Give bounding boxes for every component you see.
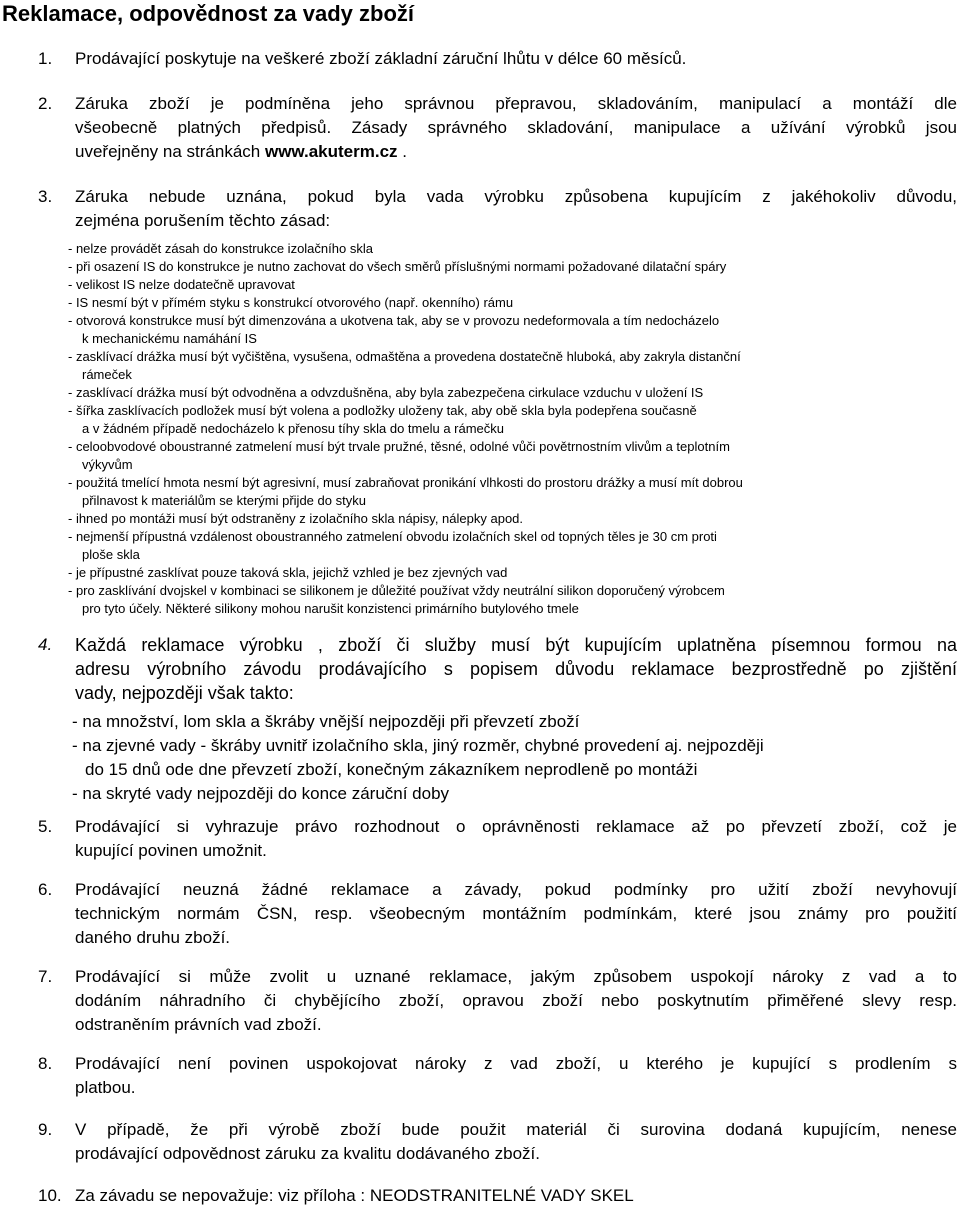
list-item-text: - na množství, lom skla a škráby vnější nejpozději při převzetí zboží [72, 712, 580, 731]
list-item [68, 384, 956, 402]
section-3 [0, 185, 960, 233]
text-line: Záruka nebude uznána, pokud byla vada výrobku způsobena kupujícím z jakéhokoliv důvodu, [75, 187, 957, 206]
text-fragment: . [397, 142, 408, 161]
section-number: 3. [38, 187, 53, 206]
list-item [68, 438, 956, 474]
section-1 [0, 47, 960, 71]
list-item-continuation: k mechanickému namáhání IS [82, 331, 257, 346]
list-item-text: - ihned po montáži musí být odstraněny z izolačního skla nápisy, nálepky apod. [68, 511, 524, 526]
list-item [68, 564, 956, 582]
text-line: zejména porušením těchto zásad: [75, 211, 331, 230]
list-item [68, 294, 956, 312]
section-number: 7. [38, 967, 53, 986]
text-line: vady, nejpozději však takto: [75, 683, 294, 703]
section-number: 9. [38, 1120, 53, 1139]
list-item [68, 474, 956, 510]
text-line: Prodávající si může zvolit u uznané reklamace, jakým způsobem uspokojí nároky z vad a to [75, 967, 957, 986]
text-line: Prodávající neuzná žádné reklamace a závady, pokud podmínky pro užití zboží nevyhovují [75, 880, 957, 899]
list-item [68, 348, 956, 384]
list-item [68, 528, 956, 564]
list-item-text: - IS nesmí být v přímém styku s konstrukcí otvorového (např. okenního) rámu [68, 295, 514, 310]
list-item-text: - použitá tmelící hmota nesmí být agresivní, musí zabraňovat pronikání vlhkosti do prostoru drážky a musí mít dobrou [68, 475, 743, 490]
list-item-text: - nejmenší přípustná vzdálenost oboustranného zatmelení obvodu izolačních skel od topných těles je 30 cm proti [68, 529, 717, 544]
section-8 [0, 1052, 960, 1100]
list-item [68, 258, 956, 276]
text-line: Záruka zboží je podmíněna jeho správnou přepravou, skladováním, manipulací a montáží dle [75, 94, 957, 113]
list-item-text: - šířka zasklívacích podložek musí být volena a podložky uloženy tak, aby obě skla byla podepřena současně [68, 403, 697, 418]
section-text [75, 1184, 957, 1208]
section-number: 1. [38, 49, 53, 68]
list-item-text: - na zjevné vady - škráby uvnitř izolačního skla, jiný rozměr, chybné provedení aj. nejpozději [72, 736, 764, 755]
section-text [75, 815, 957, 863]
text-line: adresu výrobního závodu prodávajícího s popisem důvodu reklamace bezprostředně po zjištění [75, 659, 957, 679]
list-item-continuation: pro tyto účely. Některé silikony mohou narušit konzistenci primárního butylového tmele [82, 601, 579, 616]
section-text [75, 47, 957, 71]
list-item [68, 510, 956, 528]
list-item-text: - zasklívací drážka musí být vyčištěna, vysušena, odmaštěna a provedena dostatečně hluboká, aby zakryla distanční [68, 349, 741, 364]
list-item-text: - na skryté vady nejpozději do konce záruční doby [72, 784, 450, 803]
list-item-continuation: do 15 dnů ode dne převzetí zboží, konečným zákazníkem neprodleně po montáži [85, 760, 698, 779]
list-item-text: - pro zasklívání dvojskel v kombinaci se silikonem je důležité používat vždy neutrální silikon doporučený výrobcem [68, 583, 725, 598]
section-number: 4. [38, 635, 53, 654]
section-text [75, 878, 957, 950]
text-line: dodáním náhradního či chybějícího zboží, opravou zboží nebo poskytnutím přiměřené slevy resp. [75, 991, 957, 1010]
text-line [75, 140, 957, 164]
section-text [75, 92, 957, 164]
list-item-text: - celoobvodové oboustranné zatmelení musí být trvale pružné, těsné, odolné vůči povětrnostním vlivům a teplotním [68, 439, 730, 454]
page-title: Reklamace, odpovědnost za vady zboží [2, 1, 415, 26]
list-item [68, 582, 956, 618]
section-10 [0, 1184, 960, 1208]
list-item [72, 710, 960, 734]
list-item [68, 240, 956, 258]
list-item-continuation: přilnavost k materiálům se kterými přijde do styku [82, 493, 366, 508]
list-item [68, 312, 956, 348]
section-number: 8. [38, 1054, 53, 1073]
list-item [68, 402, 956, 438]
text-line: technickým normám ČSN, resp. všeobecným montážním podmínkám, které jsou známy pro použití [75, 904, 957, 923]
list-item-text: - je přípustné zasklívat pouze taková skla, jejichž vzhled je bez zjevných vad [68, 565, 508, 580]
text-line: Každá reklamace výrobku , zboží či služby musí být kupujícím uplatněna písemnou formou na [75, 635, 957, 655]
conditions-list [68, 240, 956, 618]
section-text [75, 1052, 957, 1100]
list-item-text: - při osazení IS do konstrukce je nutno zachovat do všech směrů příslušnými normami požadované dilatační spáry [68, 259, 727, 274]
section-7 [0, 965, 960, 1037]
section-text [75, 965, 957, 1037]
section-number: 2. [38, 94, 53, 113]
list-item-text: - zasklívací drážka musí být odvodněna a odvzdušněna, aby byla zabezpečena cirkulace vzduchu v uložení IS [68, 385, 704, 400]
text-line: prodávající odpovědnost záruku za kvalitu dodávaného zboží. [75, 1144, 540, 1163]
list-item-text: - otvorová konstrukce musí být dimenzována a ukotvena tak, aby se v provozu nedeformovala a tím nedocházelo [68, 313, 720, 328]
text-line: Za závadu se nepovažuje: viz příloha : NEODSTRANITELNÉ VADY SKEL [75, 1186, 634, 1205]
section-number: 6. [38, 880, 53, 899]
text-line: Prodávající si vyhrazuje právo rozhodnout o oprávněnosti reklamace až po převzetí zboží, což je [75, 817, 957, 836]
text-line: daného druhu zboží. [75, 928, 231, 947]
text-line: kupující povinen umožnit. [75, 841, 267, 860]
text-line: odstraněním právních vad zboží. [75, 1015, 322, 1034]
list-item [72, 734, 960, 782]
list-item-text: - velikost IS nelze dodatečně upravovat [68, 277, 295, 292]
section-text [75, 1118, 957, 1166]
list-item-text: - nelze provádět zásah do konstrukce izolačního skla [68, 241, 373, 256]
section-number: 10. [38, 1186, 62, 1205]
list-item-continuation: a v žádném případě nedocházelo k přenosu tíhy skla do tmelu a rámečku [82, 421, 505, 436]
section-6 [0, 878, 960, 950]
text-line: platbou. [75, 1078, 136, 1097]
list-item-continuation: výkyvům [82, 457, 133, 472]
text-line: všeobecně platných předpisů. Zásady správného skladování, manipulace a užívání výrobků jsou [75, 118, 957, 137]
text-line: Prodávající poskytuje na veškeré zboží základní záruční lhůtu v délce 60 měsíců. [75, 49, 687, 68]
claim-deadlines-list [72, 710, 960, 806]
list-item-continuation: rámeček [82, 367, 132, 382]
section-9 [0, 1118, 960, 1166]
list-item [68, 276, 956, 294]
section-text [75, 633, 957, 705]
list-item-continuation: ploše skla [82, 547, 140, 562]
list-item [72, 782, 960, 806]
section-5 [0, 815, 960, 863]
text-line: Prodávající není povinen uspokojovat nároky z vad zboží, u kterého je kupující s prodlením s [75, 1054, 957, 1073]
section-2 [0, 92, 960, 164]
section-4 [0, 633, 960, 705]
text-fragment: uveřejněny na stránkách [75, 142, 261, 161]
section-text [75, 185, 957, 233]
text-line: V případě, že při výrobě zboží bude použit materiál či surovina dodaná kupujícím, nenese [75, 1120, 957, 1139]
section-number: 5. [38, 817, 53, 836]
website-link[interactable]: www.akuterm.cz [264, 142, 398, 161]
